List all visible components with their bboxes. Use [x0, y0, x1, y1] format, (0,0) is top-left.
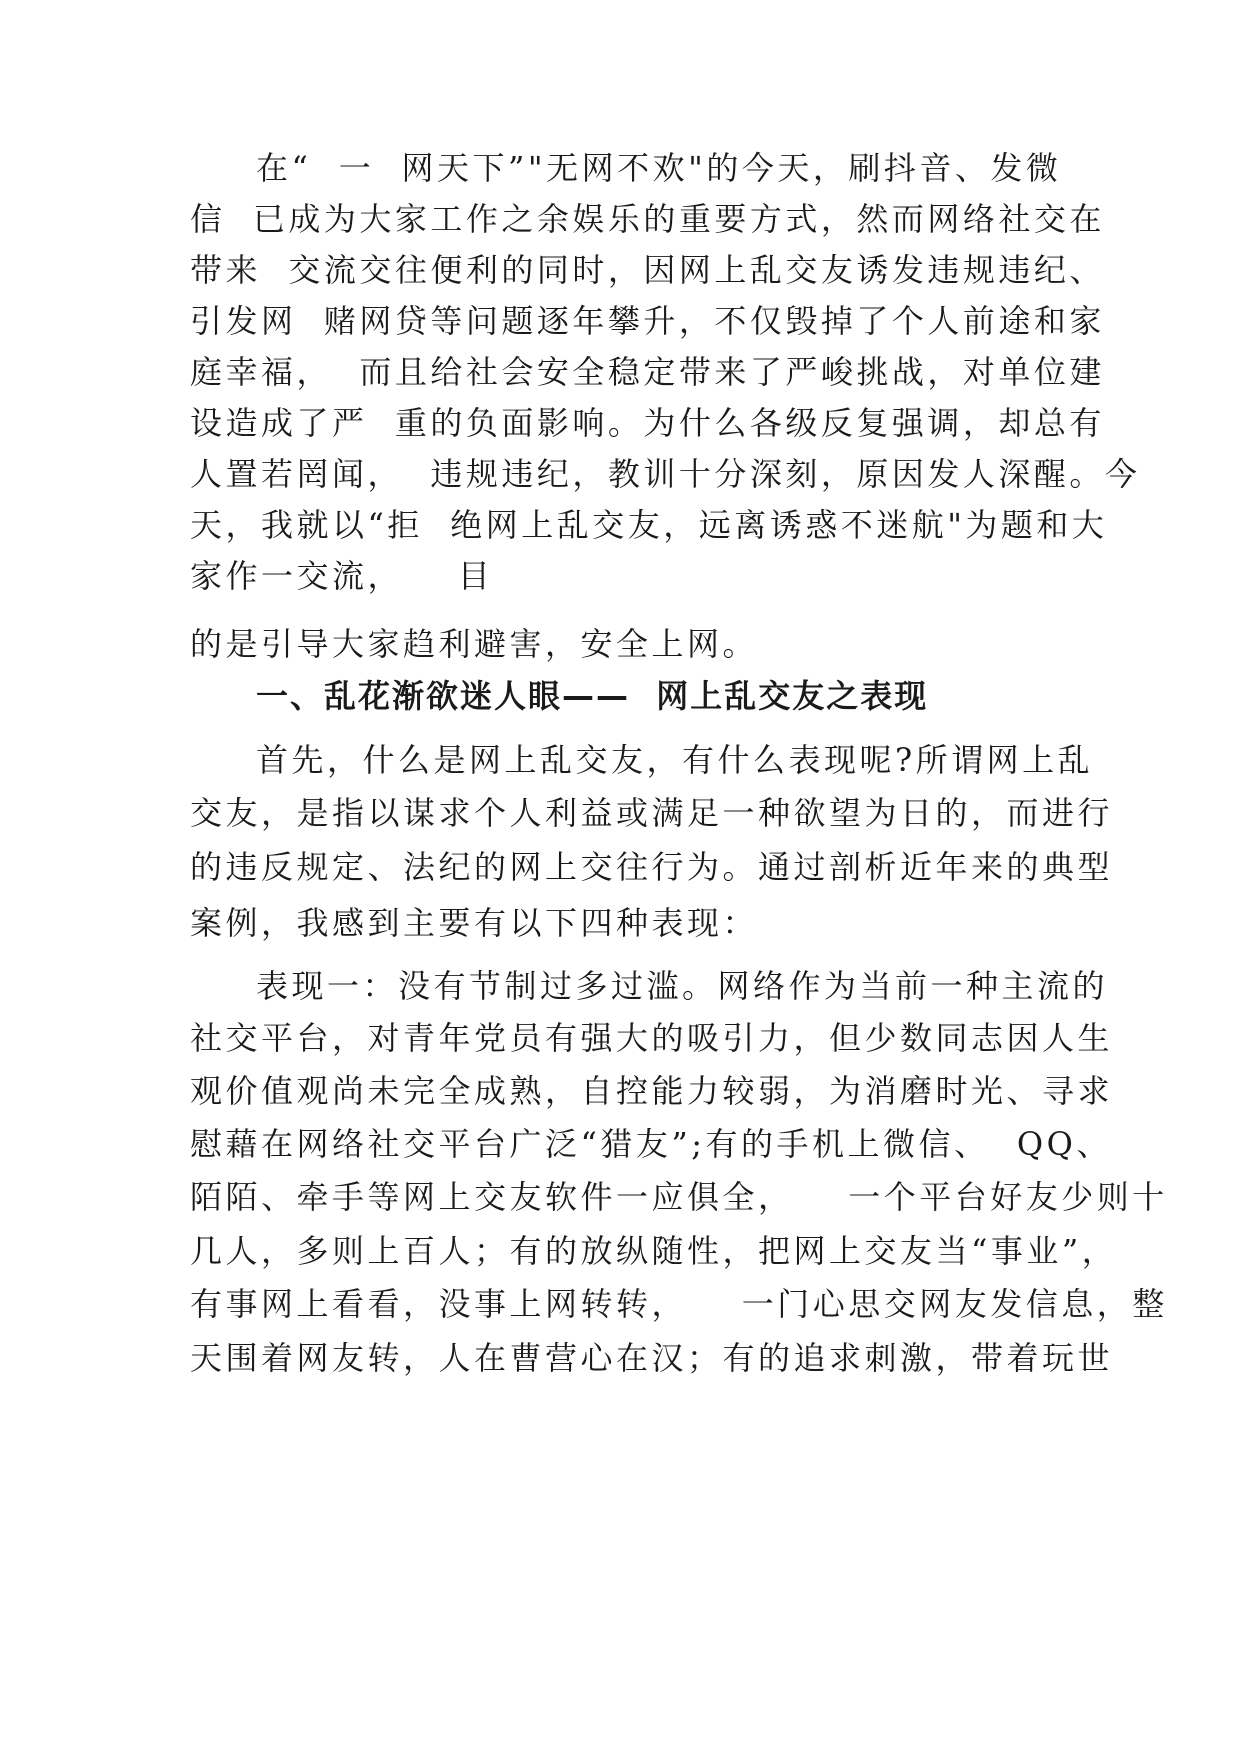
- intro-line-4: 引发网 赌网贷等问题逐年攀升，不仅毁掉了个人前途和家: [190, 302, 1105, 340]
- manifestation-line-7: 有事网上看看，没事上网转转， 一门心思交网友发信息，整: [190, 1285, 1168, 1323]
- manifestation-line-2: 社交平台，对青年党员有强大的吸引力，但少数同志因人生: [190, 1019, 1114, 1057]
- intro-line-3: 带来 交流交往便利的同时，因网上乱交友诱发违规违纪、: [190, 251, 1105, 289]
- manifestation-line-6: 几人，多则上百人；有的放纵随性，把网上交友当“事业”，: [190, 1232, 1118, 1270]
- manifestation-line-4: 慰藉在网络社交平台广泛“猎友”;有的手机上微信、 QQ、: [190, 1125, 1112, 1163]
- intro-line-8: 天，我就以“拒 绝网上乱交友，远离诱惑不迷航"为题和大: [190, 506, 1108, 544]
- intro-line-2: 信 已成为大家工作之余娱乐的重要方式，然而网络社交在: [190, 200, 1105, 238]
- definition-line-1: 首先，什么是网上乱交友，有什么表现呢?所谓网上乱: [256, 741, 1094, 779]
- definition-line-4: 案例，我感到主要有以下四种表现：: [190, 904, 759, 942]
- manifestation-line-8: 天围着网友转，人在曹营心在汉；有的追求刺激，带着玩世: [190, 1339, 1114, 1377]
- intro-line-10: 的是引导大家趋利避害，安全上网。: [190, 625, 759, 663]
- manifestation-line-5: 陌陌、牵手等网上交友软件一应俱全， 一个平台好友少则十: [190, 1178, 1168, 1216]
- intro-line-9: 家作一交流， 目: [190, 557, 494, 595]
- intro-line-6: 设造成了严 重的负面影响。为什么各级反复强调，却总有: [190, 404, 1105, 442]
- section-heading: 一、乱花渐欲迷人眼—— 网上乱交友之表现: [256, 677, 929, 715]
- intro-line-7: 人置若罔闻， 违规违纪，教训十分深刻，原因发人深醒。今: [190, 455, 1141, 493]
- definition-line-3: 的违反规定、法纪的网上交往行为。通过剖析近年来的典型: [190, 848, 1114, 886]
- intro-line-5: 庭幸福， 而且给社会安全稳定带来了严峻挑战，对单位建: [190, 353, 1105, 391]
- intro-line-1: 在“ 一 网天下”"无网不欢"的今天，刷抖音、发微: [256, 149, 1062, 187]
- manifestation-line-3: 观价值观尚未完全成熟，自控能力较弱，为消磨时光、寻求: [190, 1072, 1114, 1110]
- definition-line-2: 交友，是指以谋求个人利益或满足一种欲望为日的，而进行: [190, 794, 1114, 832]
- manifestation-line-1: 表现一：没有节制过多过滥。网络作为当前一种主流的: [256, 967, 1109, 1005]
